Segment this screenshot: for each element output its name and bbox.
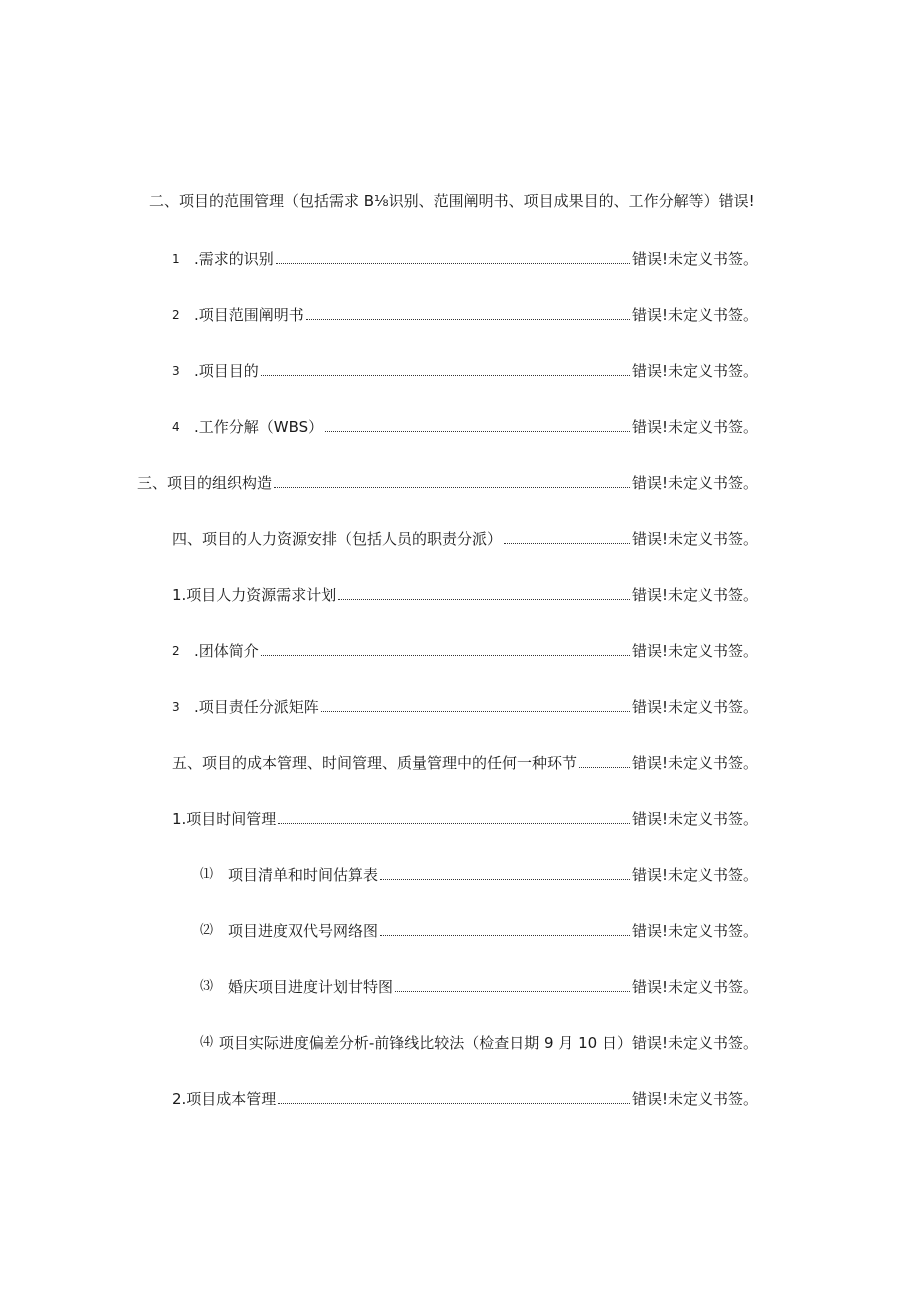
toc-entry-ref: 错误!未定义书签。: [631, 250, 758, 268]
toc-entry: [137, 472, 758, 494]
toc-entry: [200, 1032, 758, 1054]
toc-entry: [172, 304, 758, 326]
toc-entry-title: 项目进度双代号网络图: [228, 922, 379, 940]
dot-leader: [306, 318, 630, 320]
toc-entry-ref: 错误!未定义书签。: [631, 418, 758, 436]
toc-entry: [172, 640, 758, 662]
toc-entry-title: 2.项目成本管理: [172, 1090, 277, 1108]
toc-entry-ref: 错误!未定义书签。: [631, 810, 758, 828]
dot-leader: [261, 374, 630, 376]
toc-entry-title: 1.项目时间管理: [172, 810, 277, 828]
toc-entry-number: 1: [172, 252, 180, 266]
toc-entry-title: .工作分解（WBS）: [194, 418, 324, 436]
dot-leader: [325, 430, 630, 432]
toc-entry-ref: 错误!未定义书签。: [631, 586, 758, 604]
toc-entry: [200, 920, 758, 942]
toc-entry: [172, 584, 758, 606]
toc-entry-ref: 错误!未定义书签。: [631, 362, 758, 380]
toc-entry: [172, 416, 758, 438]
toc-entry: [200, 976, 758, 998]
toc-entry-title: .项目责任分派矩阵: [194, 698, 319, 716]
toc-entry-number: ⑴: [200, 867, 214, 882]
toc-entry-number: 3: [172, 364, 180, 378]
toc-entry-ref: 错误!未定义书签。: [631, 754, 758, 772]
toc-entry-ref: 错误!未定义书签。: [631, 642, 758, 660]
dot-leader: [321, 710, 630, 712]
toc-entry-title: 项目清单和时间估算表: [228, 866, 379, 884]
toc-entry-title: .团体简介: [194, 642, 259, 660]
toc-entry: [172, 528, 758, 550]
toc-entry-number: 3: [172, 700, 180, 714]
dot-leader: [579, 766, 630, 768]
toc-entry: [172, 360, 758, 382]
toc-entry-ref: 错误!未定义书签。: [631, 866, 758, 884]
dot-leader: [395, 990, 630, 992]
toc-entry: [200, 864, 758, 886]
dot-leader: [274, 486, 630, 488]
toc-entry: [172, 696, 758, 718]
toc-entry-title: .项目范围阐明书: [194, 306, 304, 324]
toc-entry-number: ⑷: [200, 1035, 214, 1050]
toc-entry: [172, 248, 758, 270]
toc-entry-ref: 错误!未定义书签。: [631, 698, 758, 716]
dot-leader: [278, 822, 630, 824]
toc-entry-title: 三、项目的组织构造: [137, 474, 273, 492]
toc-entry-title: 四、项目的人力资源安排（包括人员的职责分派）: [172, 530, 503, 548]
toc-entry-title: 婚庆项目进度计划甘特图: [228, 978, 394, 996]
toc-entry-ref: 错误!未定义书签。: [631, 978, 758, 996]
dot-leader: [380, 878, 630, 880]
toc-entry-ref: 错误!未定义书签。: [631, 530, 758, 548]
dot-leader: [338, 598, 630, 600]
dot-leader: [504, 542, 630, 544]
toc-entry-number: ⑵: [200, 923, 214, 938]
toc-entry: [172, 752, 758, 774]
toc-entry-number: 2: [172, 644, 180, 658]
dot-leader: [380, 934, 630, 936]
toc-entry: [149, 190, 758, 212]
toc-entry-ref: 错误!未定义书签。: [631, 922, 758, 940]
toc-entry-title: .需求的识别: [194, 250, 274, 268]
toc-entry-title: 项目实际进度偏差分析-前锋线比较法（检查日期 9 月 10 日）错误!未定义书签。: [218, 1034, 758, 1052]
toc-entry-ref: 错误!未定义书签。: [631, 306, 758, 324]
toc-entry-number: 2: [172, 308, 180, 322]
dot-leader: [278, 1102, 630, 1104]
toc-entry-title: 二、项目的范围管理（包括需求 B⅛识别、范围阐明书、项目成果目的、工作分解等）错误!: [149, 192, 755, 210]
dot-leader: [261, 654, 630, 656]
toc-entry-ref: 错误!未定义书签。: [631, 1090, 758, 1108]
toc-entry-number: 4: [172, 420, 180, 434]
toc-entry-title: 1.项目人力资源需求计划: [172, 586, 337, 604]
toc-entry-title: .项目目的: [194, 362, 259, 380]
toc-entry-title: 五、项目的成本管理、时间管理、质量管理中的任何一种环节: [172, 754, 578, 772]
toc-entry: [172, 1088, 758, 1110]
toc-entry: [172, 808, 758, 830]
dot-leader: [276, 262, 630, 264]
toc-entry-ref: 错误!未定义书签。: [631, 474, 758, 492]
toc-entry-number: ⑶: [200, 979, 214, 994]
